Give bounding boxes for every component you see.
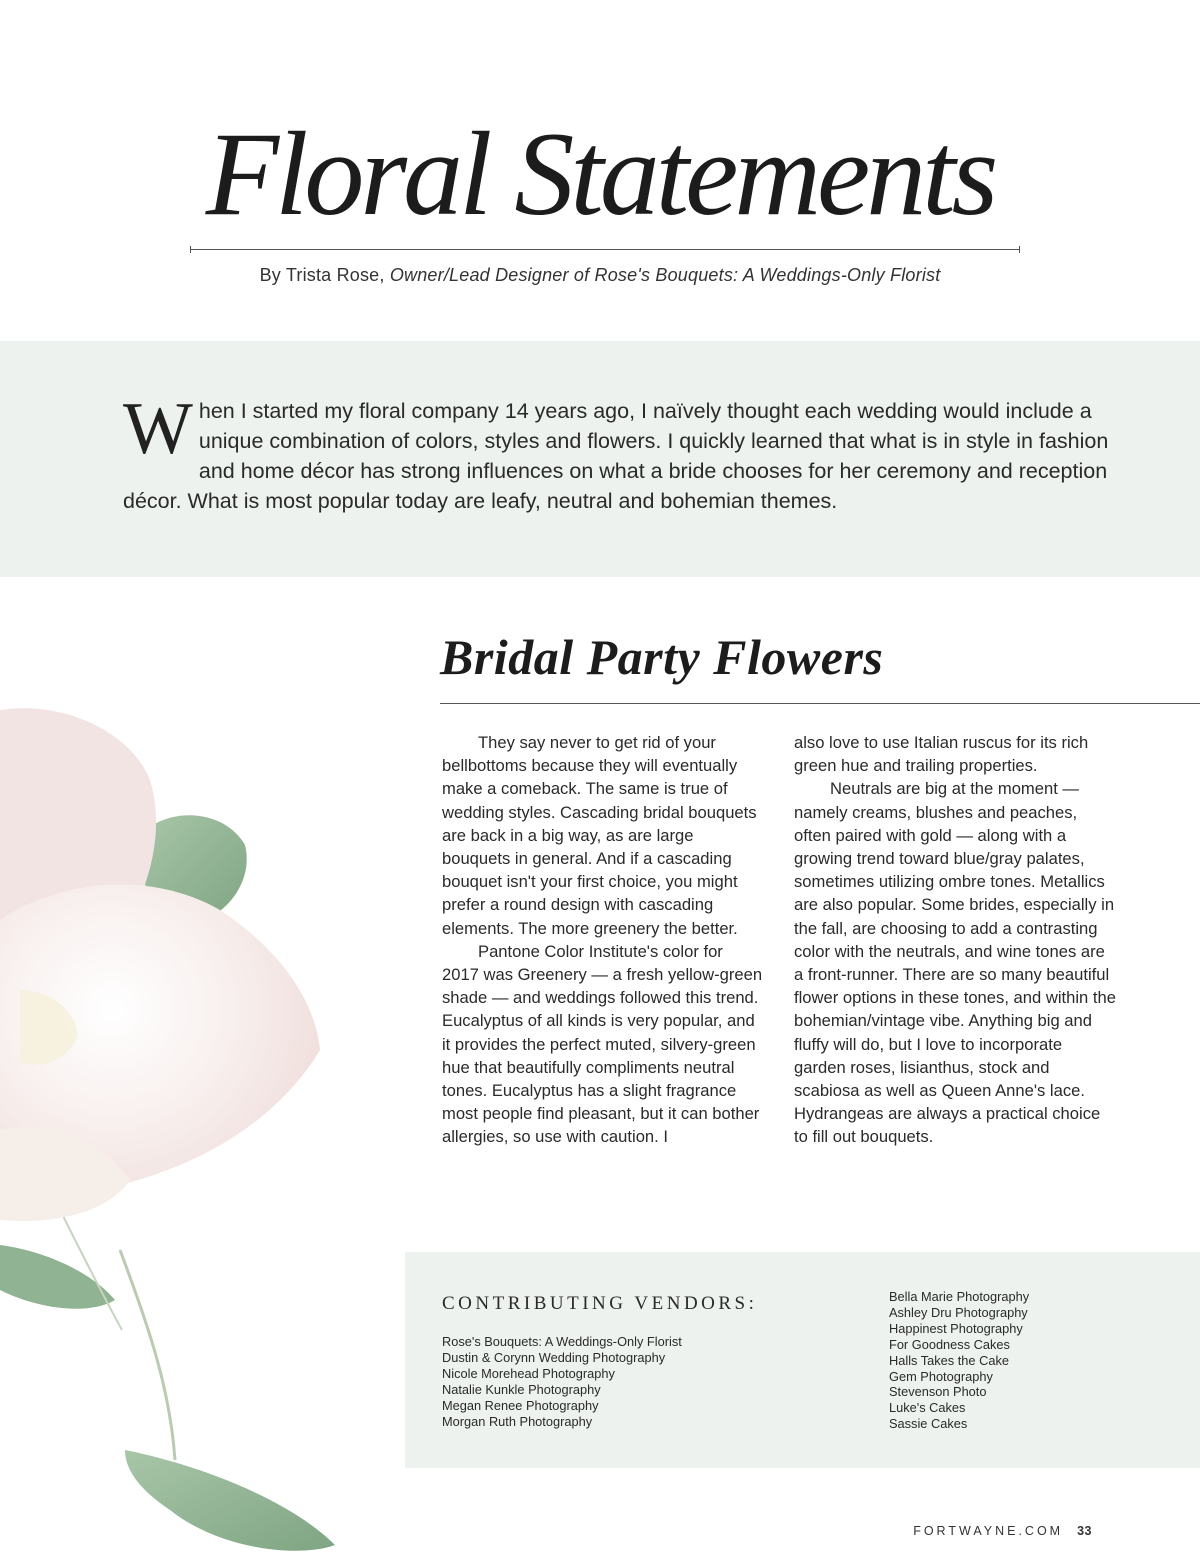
vendor-item: Megan Renee Photography: [442, 1397, 599, 1413]
body-paragraph: They say never to get rid of your bellbottoms because they will eventually make a comeback. The same is true of wedding styles. Cascading bridal bouquets are back in a big way, as are large bouquets in general. And if a cascading bouquet isn't your first choice, you might prefer a round design with cascading elements. The more greenery the better.: [442, 733, 757, 938]
vendor-list-right: [889, 1289, 1029, 1432]
leaf-bottom-left: [0, 1245, 115, 1309]
stem: [120, 1250, 175, 1460]
vendor-item: Nicole Morehead Photography: [442, 1365, 615, 1381]
title-divider: [190, 249, 1020, 250]
flower-image: [0, 690, 380, 1558]
leaf-lower-right: [125, 1450, 335, 1551]
body-paragraph: also love to use Italian ruscus for its rich green hue and trailing properties.: [794, 733, 1089, 776]
section-divider: [440, 703, 1200, 704]
vendors-heading: CONTRIBUTING VENDORS:: [442, 1293, 758, 1314]
page-footer: [913, 1524, 1092, 1538]
vendor-item: Morgan Ruth Photography: [442, 1413, 593, 1429]
vendor-item: Natalie Kunkle Photography: [442, 1381, 601, 1397]
intro-text: hen I started my floral company 14 years ago, I naïvely thought each wedding would include a unique combination of colors, styles and flowers. I quickly learned that what is in style in fashion and home décor has strong influences on what a bride chooses for her ceremony and reception décor. What is most popular today are leafy, neutral and bohemian themes.: [123, 399, 1109, 513]
vendor-item: Stevenson Photo: [889, 1384, 987, 1400]
byline-author: By Trista Rose,: [259, 265, 390, 285]
vendor-item: Gem Photography: [889, 1368, 993, 1384]
vendor-list-left: [442, 1334, 682, 1429]
drop-cap: W: [123, 388, 193, 470]
vendor-item: Happinest Photography: [889, 1320, 1023, 1336]
byline: [0, 265, 1200, 286]
vendor-item: For Goodness Cakes: [889, 1336, 1010, 1352]
vendor-item: Rose's Bouquets: A Weddings-Only Florist: [442, 1334, 682, 1349]
page-number: 33: [1077, 1524, 1092, 1538]
body-column-right: [794, 731, 1116, 1149]
vendor-item: Luke's Cakes: [889, 1400, 966, 1416]
vendor-item: Bella Marie Photography: [889, 1289, 1030, 1304]
section-heading: Bridal Party Flowers: [440, 629, 884, 685]
vendor-item: Sassie Cakes: [889, 1416, 968, 1432]
vendor-item: Ashley Dru Photography: [889, 1304, 1028, 1320]
body-paragraph: Pantone Color Institute's color for 2017 was Greenery — a fresh yellow-green shade — and weddings followed this trend. Eucalyptus of all kinds is very popular, and it provides the perfect muted, silvery-green hue that beautifully compliments neutral tones. Eucalyptus has a slight fragrance most people find pleasant, but it can bother allergies, so use with caution. I: [442, 941, 763, 1147]
intro-paragraph: [123, 388, 1123, 516]
footer-site: FORTWAYNE.COM: [913, 1524, 1064, 1538]
body-paragraph: Neutrals are big at the moment — namely creams, blushes and peaches, often paired with gold — along with a growing trend toward blue/gray palates, sometimes utilizing ombre tones. Metallics are also popular. Some brides, especially in the fall, are choosing to add a contrasting color with the neutrals, and wine tones are a front-runner. There are so many beautiful flower options in these tones, and within the bohemian/vintage vibe. Anything big and fluffy will do, but I love to incorporate garden roses, lisianthus, stock and scabiosa as well as Queen Anne's lace. Hydrangeas are always a practical choice to fill out bouquets.: [794, 779, 1116, 1147]
vendor-item: Halls Takes the Cake: [889, 1352, 1009, 1368]
body-column-left: [442, 731, 764, 1149]
vendor-item: Dustin & Corynn Wedding Photography: [442, 1349, 666, 1365]
article-title: Floral Statements: [205, 107, 995, 240]
byline-role: Owner/Lead Designer of Rose's Bouquets: A Weddings-Only Florist: [389, 265, 941, 285]
